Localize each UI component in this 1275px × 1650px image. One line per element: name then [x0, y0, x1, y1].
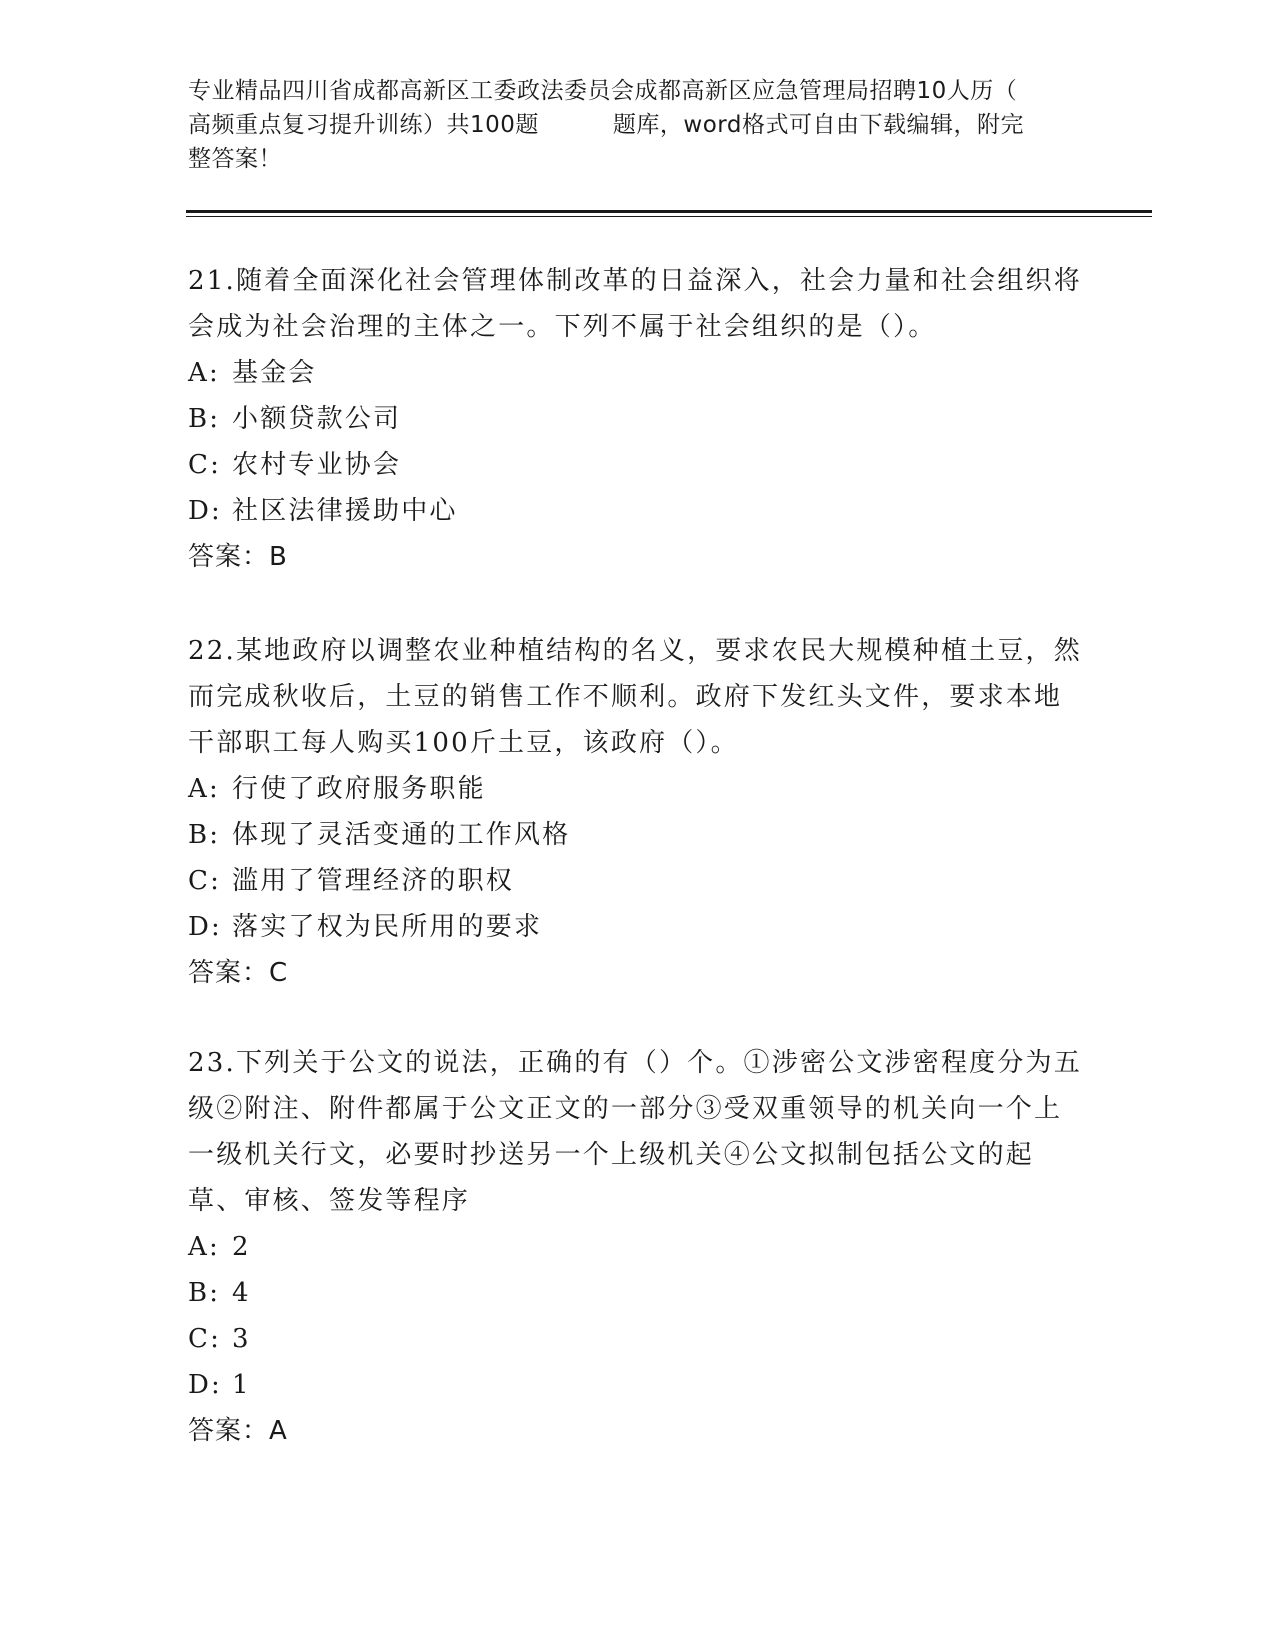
option-letter: D: [188, 912, 223, 942]
option-letter: D: [188, 1370, 223, 1400]
question-stem: 21.随着全面深化社会管理体制改革的日益深入，社会力量和社会组织将会成为社会治理的主体之一。下列不属于社会组织的是（）。 [188, 266, 1082, 342]
option-b [188, 812, 1088, 858]
option-letter: A: [188, 1232, 220, 1262]
document-header [188, 74, 1088, 176]
option-text: 4 [232, 1278, 251, 1308]
option-letter: D: [188, 496, 223, 526]
option-c [188, 442, 1088, 488]
option-text: 行使了政府服务职能 [232, 774, 486, 804]
option-letter: C: [188, 866, 222, 896]
option-letter: B: [188, 820, 221, 850]
option-letter: B: [188, 1278, 221, 1308]
option-b [188, 396, 1088, 442]
option-text: 1 [232, 1370, 251, 1400]
option-letter: C: [188, 1324, 222, 1354]
question-22 [188, 628, 1088, 996]
option-letter: C: [188, 450, 222, 480]
option-d [188, 904, 1088, 950]
option-b [188, 1270, 1088, 1316]
header-line-3: 整答案！ [188, 146, 282, 172]
option-letter: A: [188, 358, 220, 388]
option-a [188, 766, 1088, 812]
option-letter: B: [188, 404, 221, 434]
option-text: 社区法律援助中心 [232, 496, 458, 526]
header-divider-thick [186, 210, 1152, 213]
header-line-1: 专业精品四川省成都高新区工委政法委员会成都高新区应急管理局招聘10人历（ [188, 78, 1018, 104]
option-letter: A: [188, 774, 220, 804]
option-text: 农村专业协会 [232, 450, 402, 480]
question-21 [188, 258, 1088, 580]
header-line-2b: 题库，word格式可自由下载编辑，附完 [612, 112, 1024, 138]
option-text: 小额贷款公司 [232, 404, 402, 434]
question-stem: 23.下列关于公文的说法，正确的有（）个。①涉密公文涉密程度分为五级②附注、附件都属于公文正文的一部分③受双重领导的机关向一个上一级机关行文，必要时抄送另一个上级机关④公文拟制包括公文的起草、审核、签发等程序 [188, 1048, 1082, 1216]
option-c [188, 1316, 1088, 1362]
question-23 [188, 1040, 1088, 1454]
option-text: 滥用了管理经济的职权 [232, 866, 515, 896]
answer-line: 答案：C [188, 958, 289, 988]
option-text: 3 [232, 1324, 251, 1354]
header-divider-thin [186, 216, 1152, 217]
header-line-2 [188, 108, 1088, 142]
option-text: 落实了权为民所用的要求 [232, 912, 543, 942]
option-a [188, 1224, 1088, 1270]
answer-line: 答案：B [188, 542, 288, 572]
header-line-2a: 高频重点复习提升训练）共100题 [188, 112, 539, 138]
answer-line: 答案：A [188, 1416, 288, 1446]
option-text: 体现了灵活变通的工作风格 [232, 820, 571, 850]
option-d [188, 1362, 1088, 1408]
question-stem: 22.某地政府以调整农业种植结构的名义，要求农民大规模种植土豆，然而完成秋收后，土豆的销售工作不顺利。政府下发红头文件，要求本地干部职工每人购买100斤土豆，该政府（）。 [188, 636, 1082, 758]
option-c [188, 858, 1088, 904]
option-text: 2 [232, 1232, 251, 1262]
option-a [188, 350, 1088, 396]
option-text: 基金会 [232, 358, 317, 388]
option-d [188, 488, 1088, 534]
